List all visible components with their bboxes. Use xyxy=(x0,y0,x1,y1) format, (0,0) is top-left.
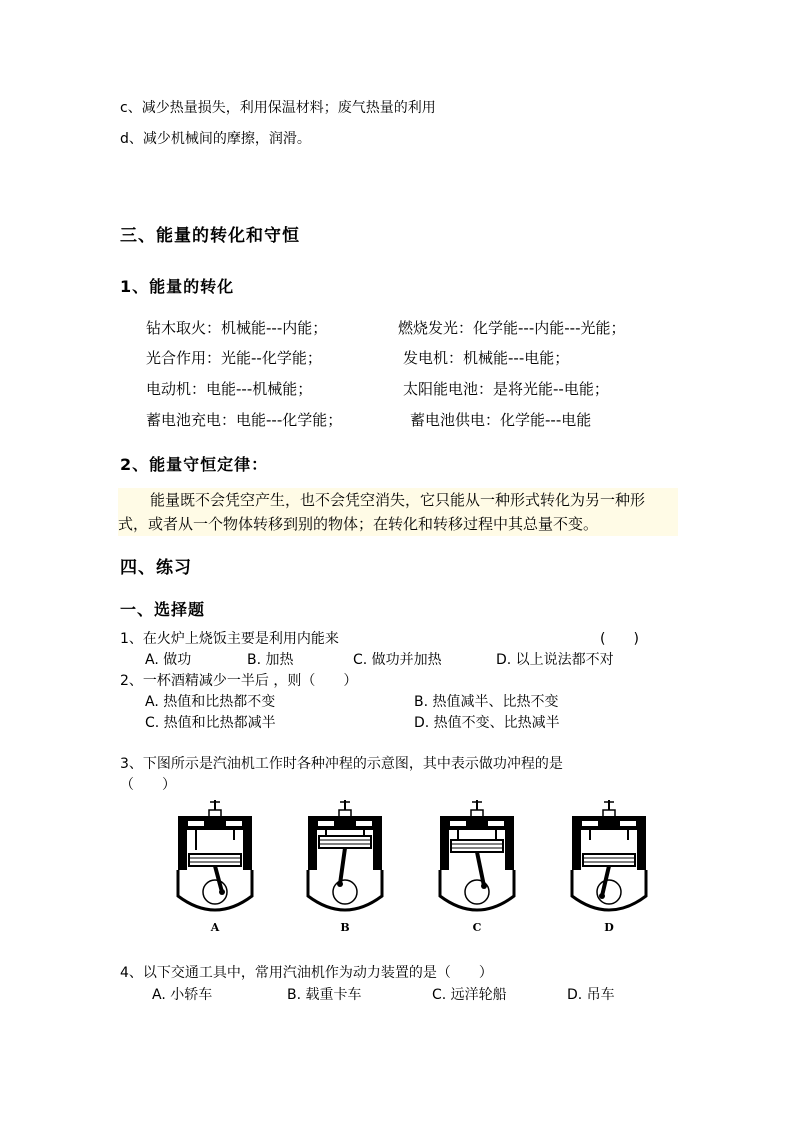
question-3: 3、下图所示是汽油机工作时各种冲程的示意图，其中表示做功冲程的是 xyxy=(120,756,563,772)
q1-option-d: D. 以上说法都不对 xyxy=(496,652,614,668)
q2-option-b: B. 热值减半、比热不变 xyxy=(414,694,559,710)
conversion-item: 燃烧发光：化学能---内能---光能； xyxy=(398,319,626,337)
question-1: 1、在火炉上烧饭主要是利用内能来 xyxy=(120,631,339,647)
q4-option-c: C. 远洋轮船 xyxy=(432,987,507,1003)
line-d: d、减少机械间的摩擦，润滑。 xyxy=(120,131,311,147)
engine-b-drawing xyxy=(300,800,390,920)
q4-option-d: D. 吊车 xyxy=(567,987,615,1003)
conversion-item: 光合作用：光能--化学能； xyxy=(146,349,322,367)
engine-d xyxy=(564,800,654,940)
engine-b xyxy=(300,800,390,940)
question-3-paren: （ ） xyxy=(120,777,176,793)
law-line-2: 式，或者从一个物体转移到别的物体；在转化和转移过程中其总量不变。 xyxy=(118,515,599,533)
q4-option-a: A. 小轿车 xyxy=(152,987,213,1003)
section-3-sub1: 1、能量的转化 xyxy=(120,277,235,296)
engine-label: B xyxy=(340,921,350,934)
engine-label: D xyxy=(604,921,614,934)
q4-option-b: B. 载重卡车 xyxy=(287,987,362,1003)
line-c: c、减少热量损失，利用保温材料；废气热量的利用 xyxy=(120,100,436,116)
section-3-sub2: 2、能量守恒定律： xyxy=(120,455,269,474)
q2-option-d: D. 热值不变、比热减半 xyxy=(414,715,560,731)
engine-stroke-diagram xyxy=(160,800,660,940)
conversion-item: 发电机：机械能---电能； xyxy=(403,349,570,367)
q1-option-a: A. 做功 xyxy=(145,652,192,668)
section-4-sub1: 一、选择题 xyxy=(120,600,206,619)
engine-a-drawing xyxy=(170,800,260,920)
q1-option-b: B. 加热 xyxy=(247,652,294,668)
conversion-item: 电动机：电能---机械能； xyxy=(146,380,313,398)
engine-a xyxy=(170,800,260,940)
question-2: 2、一杯酒精减少一半后 ，则（ ） xyxy=(120,673,358,689)
question-4: 4、以下交通工具中，常用汽油机作为动力装置的是（ ） xyxy=(120,965,493,981)
engine-label: C xyxy=(472,921,482,934)
conversion-item: 太阳能电池：是将光能--电能； xyxy=(403,380,609,398)
engine-c-drawing xyxy=(432,800,522,920)
conversion-item: 钻木取火：机械能---内能； xyxy=(146,319,328,337)
q1-option-c: C. 做功并加热 xyxy=(353,652,442,668)
q2-option-a: A. 热值和比热都不变 xyxy=(145,694,276,710)
section-3-title: 三、能量的转化和守恒 xyxy=(120,226,300,246)
conservation-law-paragraph xyxy=(118,488,678,536)
law-line-1: 能量既不会凭空产生，也不会凭空消失，它只能从一种形式转化为另一种形 xyxy=(150,491,646,509)
question-1-paren: ( ) xyxy=(600,631,639,647)
conversion-item: 蓄电池充电：电能---化学能； xyxy=(146,411,343,429)
section-4-title: 四、练习 xyxy=(120,558,192,578)
conversion-item: 蓄电池供电：化学能---电能 xyxy=(410,411,592,429)
engine-d-drawing xyxy=(564,800,654,920)
q2-option-c: C. 热值和比热都减半 xyxy=(145,715,276,731)
engine-label: A xyxy=(210,921,220,934)
engine-c xyxy=(432,800,522,940)
